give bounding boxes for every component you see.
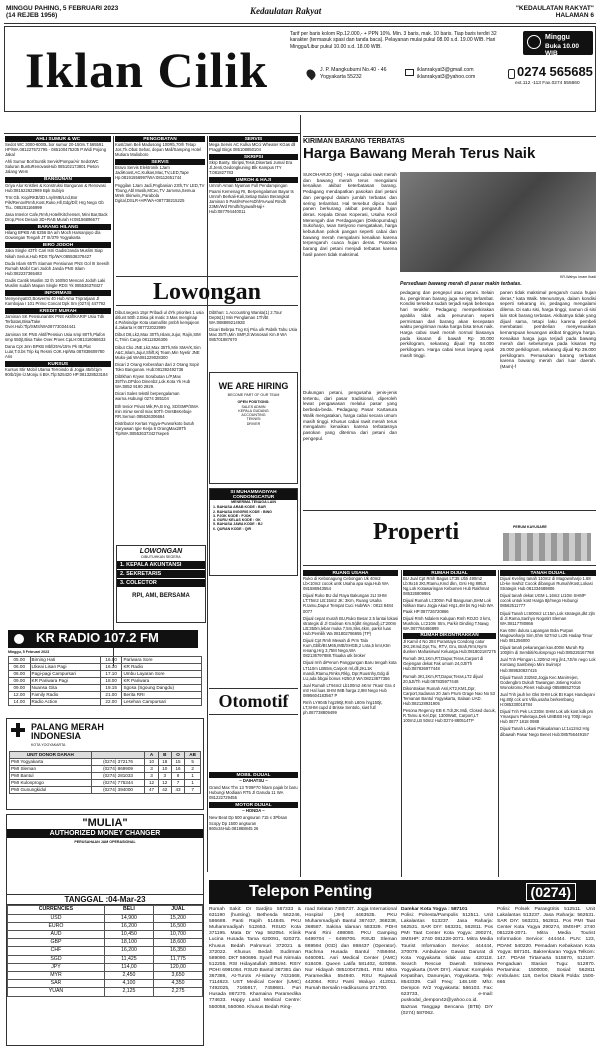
money-cell: SGD <box>8 955 105 963</box>
ad-item: Dijual Cpt Rmh Mewah di Prm Tala Kum,Gblb/Bt.M65,IMB/SHGB,2 Lnta,5 kmr,Ktm renang,Hrg 3,75M Nego,WA 082136797888.Tituaka utk broker <box>303 638 391 659</box>
radio-date: Minggu, 5 Februari 2023 <box>8 650 50 654</box>
pmi-cell: (0274) 372176 <box>91 759 145 766</box>
ad-item: Rumah 3Kt,1Km,RT,Dapur,Teras,LT2 dijual 20,5Jt/Th Hub:087835977448 <box>403 673 483 684</box>
money-cell: USD <box>8 914 105 922</box>
radio-cell: 16.30 <box>100 664 122 671</box>
money-cell: CHF <box>8 947 105 955</box>
ad-item: Dijual tanah pekarangan kav.400m Murah Rp 100jt/m di Sembiti/Kulonprogo Hub:085226167768 <box>500 645 594 656</box>
telepon-col-a: Rumah Sakit: Dr Sardjito 587333 & 631190 (hunting). Bethesda 562246, 586688. Panti Rapih 514845. PKU Muhammadiyah 512653. RSUD Kota 371195. Mata Dr Yap 562054. Klinik Lucina Husada Tama 620091, 620373. Khusus Bedah Palmmuri 372021 & 372022. Khusus Bedah Sudirman 589090. DKT 560696. Syarif Puri Nirmala 512255. RSI Hidayatullah 389194. RSIY PDHI 6991084. RSUD Bantul 367381 dan 367386, At-Turots Al-Islamy 7431668, 7114823. UST Medical Center (UMC) 7492025, 7165917, 7459681. Puri Husada 867270. Khamaina Paramedika 774633. Happy Land Medical Centre: 550058, 550060. Khusus Bedah Ring- <box>209 907 301 1010</box>
pmi-row <box>10 780 201 787</box>
pmi-head-cell: A <box>145 752 158 759</box>
radio-icon <box>12 632 26 646</box>
pmi-cell: (0274) 394000 <box>91 787 145 794</box>
rpi-label: RPI, AMI, BERSAMA <box>132 593 190 600</box>
damkar-line: Damkar Kota Yogya : 587101 <box>401 907 468 912</box>
hiring-pos: TEKNISI <box>246 417 261 422</box>
ad-item: Sedot WC 3000-6000L bor sumur 20-150m.T.565591 HP/WA 081227572795 - 085100475205 P.Widi Pojong Jakal <box>5 142 107 158</box>
otomotif-header: Otomotif <box>209 688 298 715</box>
radio-cell: 06.00 <box>9 664 31 671</box>
money-row <box>8 963 203 971</box>
ad-item: Jual Rumah LT94m2 Lb100m2 4Kmr 7Kasr Gra 4 mtr Hal luas SHM IMB harga 2,9M Nego Hub 0895604183567 P <box>303 682 396 698</box>
ad-item: Duda Islam 65Th Siaman Pensiunan PNS Gol III Seesih Rumah Moibl Cari Jodoh Janda PNS Islam Hub:082237365483 <box>5 260 110 276</box>
banner-tarif: Tarif per baris kolom Rp.12.000,- + PPN 10%. Min. 3 baris, mak. 10 baris. Tiap baris terdiri 32 karakter (termasuk spasi dan tanda baca). Pelayanan mulai pukul 08.00 s.d. 19.00 WIB. Hari Minggu/Libur pukul 10.00 s.d. 18.00 WIB. <box>290 31 497 50</box>
telepon-col-b: road Selatan 7485737. Jogja International Hospital (JIH) 4463535. PKU Muhammadiyah Bantul 367437, 368238, 368587. Sakina Idaman 583329. PDHI Panti Rini 498080. PKU Gamping 6499704 - 6499706. RSUD Sleman 869594 (IGD) dan 868437 (Operator). Rachma Husada Bantul 7459464, 6460091. Asri Medical Center (AMC) 618409. Queen Latifa 581402, 620556. Nur Hidayah 085100472941. RSU Mitra Paramedika 554940. RSU Rajawali 442064. RSU Panti Waluyo 412011. Rumah Bersalin Hadikusumo 371700. <box>305 907 397 992</box>
ad-item: Bth tenior Privat Mik,PA,B Ing, SD/SMP/SMA min minw sentil max 50Th OnrsBsKebuje RR.Semun 085626306664 <box>115 403 199 419</box>
article-body-c: pedagang dan pengepul atau petani. Selain itu, pengiriman barang juga sering terlambat. Kondisi tersebut sudah terjadi sejak beberapa hari terakhir. Pedagang memperkirakan apabila tidak ada penurunan seperti permintaan dari barang akan kecepatan waktu pengiriman maka harga bisa terus naik. Harga cabai rawit merah normal biasanya pada kisaran di bawah Rp 30.000 perkilogram, sekarang dijual Rp 54.000 perkilogram. Harga cabai terus lanjang ayak masih tinggi. <box>400 290 494 358</box>
ad-item: BU Jual Cpt Rmh Bagus LT:35 Ubti 490m2 Lb:9x16 2Kt,Rtamu,Kmd dkn, Grsi Hrg 895Jt Ng,Lok Kotawaringan Kebumen Hub Rakhmat 085326809991 <box>403 576 489 597</box>
ad-item: Dibtkhan Krywn Sorabutan L/P,Max 35Thn.DPdoo Dinenb2,Lok.Kota Yk Hub WA:0852 9190 2929. <box>115 374 191 390</box>
column-4 <box>303 570 398 717</box>
pmi-cell: PMI Sleman <box>10 766 92 773</box>
pmi-cell: 47 <box>145 787 158 794</box>
location-icon <box>305 68 318 81</box>
ad-item: Dibut D8,Lk2,Max 30Th,Islam,Jujur, Rajin,SIM C,Trnin Cargo 08112826306 <box>115 332 201 343</box>
lowbox-sub: DIBUTUHKAN SEGERA <box>141 555 181 559</box>
radio-cell: Birning Hati <box>30 657 100 664</box>
radio-cell: Umbu Layaran Sore <box>122 671 202 678</box>
article <box>303 136 596 162</box>
radio-row <box>9 671 202 678</box>
ad-item: Ruko di Kebonagung Cebongan Uk 40m2 Lb<10m2 cocok untk Usaha apa saja.Hub WA 081586943554 <box>303 576 389 592</box>
ad-item: Dijual Tnh Pek Ls:230m SHM Lok utk kost kdk pm Ymaspum Paketaya,Dek UMBSB Hrg 700jt nego Hub 0877 1818 0988 <box>500 709 594 725</box>
money-cell: 16,200 <box>104 922 153 930</box>
section-barang-hilang: BARANG HILANG <box>5 224 111 230</box>
radio-cell: 19.15 <box>100 685 122 692</box>
pmi-cell: 10 <box>145 759 158 766</box>
column-3-otomotif <box>209 772 298 833</box>
ad-item: Jaka Single 43Th Cari Istri Gadis/Janda Muslim Siap Nikah Serius.Hub RDS Tlp/WA:085536378427 <box>5 248 103 259</box>
pmi-cell: (0274) 775344 <box>91 780 145 787</box>
hiring-sub: BECOME PART OF OUR TEAM <box>227 393 280 397</box>
ad-item: Dibthan: 1.Accounting Wanita(1) 2.Tour Depts(1) Min Penglaman 1Th/bt WA:08886921492E <box>209 310 282 326</box>
ad-item: Jaminan SK PensiunanSK PNS Aktif/KARIP Usia Tdk Terbatas,Bisa/Take Over.Hub:Tlp/SMS/WA087730344441 <box>5 314 105 330</box>
section-motor: MOTOR DIJUAL <box>209 802 298 808</box>
pmi-row <box>10 759 201 766</box>
pmi-cell: PMI Kulonprogo <box>10 780 92 787</box>
money-cell: 11,775 <box>153 955 202 963</box>
lowongan-header <box>116 276 298 306</box>
column-6 <box>500 570 596 739</box>
telepon-col-d <box>497 907 595 986</box>
radio-cell: 09.00 <box>9 685 31 692</box>
house-icon <box>503 533 591 561</box>
money-row <box>8 947 203 955</box>
banner-address: J. P. Mangkubumi No.40 - 46 Yogyakarta 55232 <box>320 67 387 80</box>
money-row <box>8 980 203 988</box>
pmi-title: PALANG MERAH INDONESIA <box>31 722 104 741</box>
ad-item: Ahli Sumur Bor/Suntik Servis/Pompa/Air SedotWC Saluran BuntuRenovasiHub 085102173801 Pieton Jalang Wem <box>5 159 99 175</box>
section-informasi: INFORMASI <box>5 290 111 296</box>
money-row <box>8 922 203 930</box>
ad-item: Dijual Kveling tanah 110m2 di Magowoharjo 1.68 Lb-ke mwhi2 Cocok dibangun Rumah/Kost,Lokasi Strategis Hub.081334689806 <box>500 576 593 592</box>
ad-item: Grand Max Thn 13 Tr09F70 hitam pajak br baru Hubungi Modiaan RT5 Jl Garuda 11 WA 081222729455 <box>209 785 298 801</box>
ad-item: Skrp Banty. Skripsi,Tesis,Disertasi Jumal Era Jl.Jenti,Gedongkuning Blk Kampus ITY T.081827783 <box>209 160 293 176</box>
position-item: 3. PJOK KODE : PJOK <box>213 513 252 518</box>
hiring-positions: OPEN POSITIONS: <box>237 400 270 405</box>
ad-item: Dicari Bebrpa Tng Krj Pria u/k Pabrik Tahu Usia Max 35Th,Min SMP,Jl.Wonosari Km.9 WA 085701887670 <box>209 327 298 343</box>
ad-item: Dicari 2 Orang Keberahan dari 2 Orang Sopir Toko Bangunan. Hub:081392492736 <box>115 361 200 372</box>
column-2-lowongan <box>115 310 205 438</box>
radio-cell: Nuansa Gita <box>30 685 100 692</box>
money-cell: YUAN <box>8 988 105 996</box>
money-cell: 3,650 <box>153 971 202 979</box>
pmi-cell: 12 <box>158 780 171 787</box>
position-item: 2. BAHASA INGGRIS KODE : BING <box>213 509 272 514</box>
money-row <box>8 988 203 996</box>
ad-item: Dijual Ruko BU dul Raya Bakungan 2Lt SHM LT:75m2 LB:15m2 JK: 3Km, Ruang Usaha R.tamu,Dapur Tempat Cuci Hub/WA : 0813 8484 0077 <box>303 593 394 614</box>
article-photo <box>400 172 596 272</box>
section-tanah-dijual: TANAH DIJUAL <box>500 570 596 576</box>
ad-item: Jl Kamil 4 No 284 Purantaya Condong catur 3Kt,2Kmd,Dpr,Tru, RTV, Gru, Brah,Rmt,Nyrm dunken Mahasiswa/ Keluarga.Hub:081802187275 <box>403 638 496 655</box>
ad-item: Umroh Aman Nyaman Full Pendampingan Paami Kemenag RI, Berpengalaman Bayar ts Umroh Berkali-Kali,Setiap Bulan Berangkat Jaminan 5 Pasti%Fee%Dhh%Awal Rmdh 23Mn/Wd Rmdh/Syawal/Haji+ Hub:087794440011 <box>209 183 294 214</box>
radio-cell: Pagi-pagi Campursari <box>30 671 100 678</box>
section-kredit: KREDIT MURAH <box>5 308 111 314</box>
smp-muhammadiyah-ad <box>209 488 298 576</box>
buka-label: Buka 10.00 WIB <box>545 43 579 57</box>
column-1 <box>5 136 111 379</box>
pmi-cell: 8 <box>171 773 184 780</box>
radio-cell: 21.00 <box>100 692 122 699</box>
section-bangunan: BANGUNAN <box>5 177 111 183</box>
column-3-lowongan <box>209 310 298 345</box>
pmi-cell: 2 <box>185 766 201 773</box>
ad-item: Rumah 3Kt,1Km,RT,Dapur,Teras,Carport di Gejengan dekat Fak umum 24,0Jt/Th Hub:087836977448 <box>403 656 484 672</box>
pmi-cell: 18 <box>158 759 171 766</box>
header-date: MINGGU PAHING, 5 FEBRUARI 2023 (14 REJEB 1956) <box>6 5 119 19</box>
ad-item: Distributor Kertas Yogya-Purworkoto butuh Karyawan Igie Kerja 8 OrangMax28Th Tlp/WA:085536373427sepeti <box>115 420 195 436</box>
column-5 <box>403 570 496 725</box>
money-cell: 114,00 <box>104 963 153 971</box>
ad-item: Jaminan SK PNS Aktif/Pensiun Usia smp 80Th,Plafon smp 550jt,Bisa Take Over.Proes CpLH:081318068633 <box>5 331 106 342</box>
pmi-head-cell: UNIT DONOR DARAH <box>10 752 92 759</box>
banner <box>4 26 596 112</box>
radio-cell: 09.00 <box>9 678 31 685</box>
ad-item: Dikontrakan Rumah Asri,KT2,KM1,Dpr, Carport,Sadanan 20 Jam Prum Grage Nao No 53 Temanan Bantul Yogyakarta, Salaan UAD. Hub:082128931905 <box>403 685 495 706</box>
radio-cell: KR Pariwara <box>122 678 202 685</box>
ad-item: Dibut Cko JNE,Lk2,Max 35Th,Min SMA/K,Sim A&C,Islam,Jujur,Shift,Kj Team,Min Nyetir JNE Muko-jati WA081229028300 <box>115 344 201 360</box>
ad-item: Pesona Regency EB K.Tdr,2K.Mdi, Closed ducuk, R.Tamu & Kel,Dpr, 1300Watt, Carport,LT 100m2,LB 50m2 Hub:0274-880514TP <box>403 708 496 724</box>
section-ahli-sumur: AHLI SUMUR & WC <box>5 136 111 142</box>
radio-row <box>9 657 202 664</box>
ad-item: Dibut.segera 15pr Pribadi ul dYk priorites 1 usia ditlunt 50th 2.Bisa pk matic 3.Mas menginap 4.Pahsindge Kota utama/litn pmbh kemjajeon d.Jakarta H:087722022999 <box>115 310 204 331</box>
section-pengobatan: PENGOBATAN <box>115 136 205 142</box>
radio-cell: Ltkeai Lisan Pagi <box>30 664 100 671</box>
section-kursus: KURSUS <box>5 361 111 367</box>
mulia-sub: AUTHORIZED MONEY CHANGER <box>7 829 203 838</box>
pmi-cell: 43 <box>171 787 184 794</box>
lowbox-item: 1. KEPALA AKUNTANSI <box>117 561 205 569</box>
red-cross-icon <box>11 723 25 737</box>
pmi-cell: 15 <box>171 759 184 766</box>
money-cell: GBP <box>8 939 105 947</box>
ad-item: Dijual Rumah Lt:300m Full Bangunan,SHM Lok Nitikan Baru Jogja Akad Hrg1,4M bs Ng Hub WA Paak HP:087726720866 <box>403 598 494 614</box>
pmi-head-cell: O <box>171 752 184 759</box>
pmi-cell: (0274) 281033 <box>91 773 145 780</box>
pmi-cell: 7 <box>185 787 201 794</box>
mulia-title: "MULIA" <box>82 817 128 829</box>
section-mobil: MOBIL DIJUAL <box>209 772 298 778</box>
money-cell: 16,200 <box>104 947 153 955</box>
hiring-pos: KEPALA GUDANG <box>238 408 269 413</box>
mulia-hours: PERUSAHAAN JAM OPERASIONAL <box>74 840 136 844</box>
banner-emails[interactable]: iklanrakyat3@gmail.com iklanrakyat3@yahoo.com <box>417 67 476 80</box>
money-cell: AUD <box>8 930 105 938</box>
money-row <box>8 971 203 979</box>
money-head-cell: BELI <box>104 906 153 914</box>
position-item: 6. QURAN KODE : QIR <box>213 526 252 531</box>
radio-cell: 14.00 <box>9 699 31 706</box>
lowbox-item: 2. SEKRETARIS <box>117 570 205 578</box>
hiring-ad <box>209 372 298 484</box>
money-cell: 14,900 <box>104 914 153 922</box>
pmi-cell: 16 <box>171 766 184 773</box>
pmi-head-row <box>10 752 201 759</box>
money-head-row <box>8 906 203 914</box>
hiring-pos: ACCOUNTING <box>241 413 266 418</box>
ad-item: Dijual cepat murah BU,Ruko Besar 2.5 lantai lokasi strategis di Jl Godean Km.5(dkt ringroad),LT:200m LB:350m,lebar muka 7,5m,Sks,4km, parkir luas Hub:Pemilik Wa 081802786655 (TP) <box>303 615 398 636</box>
ad-item: Kav 60m dulura Lapangan Bola Purpan Magowoharjo Sim,Shm 527m2 Lc25 Hadap Timur Hub 081256000 <box>500 627 593 644</box>
hiring-pos: SALES ADMIN <box>241 404 266 409</box>
telepon-title: Telepon Penting <box>249 883 373 900</box>
telepon-header <box>209 880 596 904</box>
money-cell: EURO <box>8 922 105 930</box>
position-item: 4. GURU KELAS KODE : GK <box>213 518 261 523</box>
section-servis-2: SERVIS <box>209 136 298 142</box>
smp-sub: MENERIMA TENAGA LAIN <box>231 500 276 504</box>
position-item: 1. BAHASA ARAB KODE : BAR <box>213 505 266 510</box>
article-body-a: SUKOHARJO (KR) - Harga cabai rawit merah dan bawang merah terus mengalami kenaikan akibat keterbatasan barang. Pedagang mendapatkan pasokan dari petani dan pengepul dalam jumlah terbatas dan sering terlambat. Hal tersebut dipicu hasil panen berkurang akibat pengaruh hujan deras. Kepala Dinas Koperasi, Usaha Kecil Menengah dan Perdagangan (Diskopumdag) Sukoharjo, Iwan Setiyono mengatakan, harga kebutuhan pokok pangan seperti cabai dan bawang merah mengalami kenaikan karena terpengaruh cuaca hujan deras. Pasokan barang dari petani menjadi terbatas karena hasil panen tidak maksimal. <box>303 172 397 257</box>
money-row <box>8 930 203 938</box>
money-row <box>8 914 203 922</box>
perum-label: PERUM KAYUSARE <box>513 525 547 529</box>
radio-cell: KR Radio <box>122 664 202 671</box>
radio-cell: Sgosa (Sgoung Dangdu) <box>122 685 202 692</box>
properti-title: Properti <box>373 519 460 545</box>
pmi-ad <box>6 718 204 810</box>
lowongan-title: Lowongan <box>152 279 262 305</box>
money-row <box>8 939 203 947</box>
section-skripsi: SKRIPSI <box>209 154 298 160</box>
money-cell: 10,700 <box>153 930 202 938</box>
telepon-body <box>209 907 596 1047</box>
ad-item: Jual Tnh Pkrngan L.320m2 Hrg jln1,7Jt/m nego Lok Kontang Sambirejo Mini Swimrpr Hub:089530837415 <box>500 657 596 673</box>
ad-item: Dijual rmh diPerum Panggungan Baru tengah kota LT110m LB55m,Carport rnl,dll,2KL1K mandi,Rtamu,Rmkn,Rklg, Dpr,Ruusnhy,Gdg di LU,ada bbgai bonus H250,0 WA:08213877356 <box>303 660 397 681</box>
money-cell: 2,275 <box>153 988 202 996</box>
pmi-head-cell: B <box>158 752 171 759</box>
ad-item: Rmh LY9045 hrg290jt,Rmh L80m hrg150jt, LT,SHM cupd d Brisse Sentolo, siwt full ph.087738809499 <box>303 700 383 716</box>
hiring-title: WE ARE HIRING <box>218 381 289 391</box>
radio-cell: 12.00 <box>9 692 31 699</box>
pmi-cell: 42 <box>158 787 171 794</box>
ad-item: ~ HONDA ~ <box>242 808 265 814</box>
hiring-pos: DRIVER <box>246 421 261 426</box>
ad-item: Mega Servis AC Kulka MCci Wheater KGas dll Praggl Birgs 085108850104 <box>209 142 296 153</box>
radio-row <box>9 699 202 706</box>
pmi-head-cell: AB <box>185 752 201 759</box>
mulia-ad <box>6 814 204 1046</box>
money-cell: 16,350 <box>153 947 202 955</box>
mulia-date: TANGGAL :04-Mar-23 <box>7 894 203 905</box>
money-cell: 18,100 <box>104 939 153 947</box>
section-ruang-usaha: RUANG USAHA <box>303 570 398 576</box>
radio-title: KR RADIO 107.2 FM <box>8 630 198 648</box>
pmi-cell: 1 <box>185 780 201 787</box>
radio-row <box>9 678 202 685</box>
ad-item: Trm:Gb. Kop/RKB/3D Lny/IMB/Lnd,Bor Pils/Renov/Rmh,Kost,Ruko,Hll,Gdg/Dll; Hrg Nego Gb Tlu.. 085281166999 <box>5 194 104 210</box>
banner-ext: ext.112 -113 Fax.0274 555660 <box>515 81 580 86</box>
lowongan-box <box>116 545 206 623</box>
pmi-sub: KOTA YOGYAKARTA <box>31 743 66 747</box>
telepon-c: Polisi: Polsek Parangtritis 512511. Unit Lakalantas 513237. Jasa Raharja: 562531. SAR DIY: 563231, 562811. Pos PMI Taat Center Kota Yogya 290274, SMSHP: 2740 081228-2071. Mitra Media Tourist Information Service: 444444. PLN: 123, PDAM: 540220. Pemadam Kebakaran Kota Yogya: 587101. Bakrenkaran Yogya Telkom: 147. PDAM Tirtamarta 515870, 512187. Pengaduan Stasiun Tugu: 512870. Pertamina: 1500000, Sosial: 562811 Ambulans: 118, Gerlos Ditarik Polda: 1500-666 <box>497 907 595 986</box>
money-cell: SAR <box>8 980 105 988</box>
header-paper: "KEDAULATAN RAKYAT" HALAMAN 6 <box>515 5 594 19</box>
money-cell: 120,00 <box>153 963 202 971</box>
pmi-cell: 3 <box>145 773 158 780</box>
telepon-col-c <box>401 907 493 1017</box>
ad-item: MenyeinyaEO,Bosvermi 40 Hub Ama Tripratjaan Jl Kambojaa I 101 Primo Concat Dpk Sm (0274) 447792 <box>5 296 106 307</box>
radio-cell: Family Radio <box>30 692 100 699</box>
pmi-cell: PMI Yogyakarta <box>10 759 92 766</box>
radio-cell: 22.00 <box>100 699 122 706</box>
pmi-cell: 7 <box>171 780 184 787</box>
phone-icon <box>508 69 515 79</box>
section-umroh: UMROH & HAJI <box>209 177 298 183</box>
minggu-badge <box>523 31 593 55</box>
banner-phone: 0274 565685 <box>517 64 593 79</box>
pmi-cell: 3 <box>158 773 171 780</box>
ad-item: Kursus Stir Mobil Utama Terroindo di Jogja 45rb/1jm 90rb/2jm-lJ.Monju Ii BtA.Tlp:525420 HP:081328523184 <box>5 367 108 378</box>
pmi-row <box>10 773 201 780</box>
money-cell: 4,100 <box>104 980 153 988</box>
money-cell: 18,600 <box>153 939 202 947</box>
radio-schedule <box>8 656 202 706</box>
radio-cell: Pariwara Sore <box>122 657 202 664</box>
photo-credit: KR-Wahyu Imam Ibadi <box>559 275 596 279</box>
money-cell: 11,425 <box>104 955 153 963</box>
section-biro-jodoh: BIRO JODOH <box>5 242 111 248</box>
radio-cell: 17.10 <box>100 671 122 678</box>
money-cell: 4,350 <box>153 980 202 988</box>
photo-caption: Persediaan bawang merah di pasar makin terbatas. <box>400 281 522 287</box>
radio-cell: 18.00 <box>100 678 122 685</box>
ad-item: Dijual Tanah Lokasi Pakualaman Lt:1x12m2 Hrg dibawah Pasar Nego Benet Hub:085756449157 <box>500 726 590 737</box>
ad-item: Dicari Sales tekstil berpengalaman warna.Hubungi 0274 385104 <box>115 391 180 402</box>
section-rumah-dijual: RUMAH DIJUAL <box>403 570 496 576</box>
pmi-cell: PMI Gunungkidul <box>10 787 92 794</box>
money-head-cell: JUAL <box>153 906 202 914</box>
radio-cell: KR Pariwara Pagi <box>30 678 100 685</box>
lowbox-item: 3. COLECTOR <box>117 579 205 587</box>
ad-item: Pnggilan 1Jam Jadi,Pngbanian 23th,TV LED,TV Tbung,Abl Musik,MCec,TV Jamvna,Semua Mrek Skinwin,,Parabola Dgital,DSLR+HP/WA+087738215225 <box>115 182 205 203</box>
section-rumah-kontrak: RUMAH DIKONTRAKKAN <box>403 633 496 639</box>
article-headline: Harga Bawang Merah Terus Naik <box>303 145 536 162</box>
money-head-cell: CURRENCIES <box>8 906 105 914</box>
ad-item: Gadis Cantik Muslim 32 th 160/50 Mencari Jodoh Laki Muslim sudah Mapan Single RDS Yk 085536378427 <box>5 277 106 288</box>
article-body-d: panen tidak maksimal pengaruh cuaca hujan deras," kata Walk. Menurutnya, dalam kondisi seperti sekarang ini, pedagang mengalami dilema. Di satu sisi, harga tinggi, namun di sisi lain stok barang terbatas. Akibatnya tidak yang dijual sama, tetapi laku karena pembeli membatasi pembelian menyesuaikan kemampuan keuangan akibat tingginya harga. Kenaikan harga juga terjadi pada bawang merah dari sebelumnya pada kisaran Rp 25.000 perkilogram, sekarang dijual Rp 39.000 perkilogram. Pemasukan barang terbatas karena bawang merah dari luar daerah. (Mam)-f <box>500 290 596 370</box>
ad-item: Dana Cpt Jmn BPKB Mbl/25%/15% Pk IB,Plat Luar,T.0.bs Trip kq Resmi OJK.Hp/Wa 087838609780 Aris <box>5 343 105 359</box>
ad-item: Bravo Servis Elektronik 1Jam JadiKoost,AC,Kulkas,Mac,TV,LED,Tape Hp.08191556997/WA:08112651744 <box>115 165 189 181</box>
money-cell: JPY <box>8 963 105 971</box>
pmi-row <box>10 787 201 794</box>
clock-icon <box>527 35 541 49</box>
telepon-polisi: Polisi: Polresta/Pampolis 512511. Unit Lakalantas 513237. Jasa Raharja: 562531. SAR DIY: 563231, 562811. Pos PMI Taat Center Kota Yogya: 290274, SMSHP: 2740 081228-2071. Mitra Media Tourist Information Service: 444444, 370079. Ambulance Gawat Darurat di Kota Yogyakarta tidak atau 420118. Search Rescue Daerah Istimewa Yogyakarta (SAR DIY). Alamat: Kompleks Kepatihan, Danurejan, Yogyakarta. Telp: 8543339. Call Freq: 148.160 Mhz. Dempon IV/2 Yogyakarta: 566103. Fax: 623733, e-mail: puskodal_dempon42@yahoo.co.id. Baznas Tanggap Bencana (BTB) DIY (0274) 587062. <box>401 913 493 1016</box>
properti-banner <box>303 510 596 566</box>
radio-cell: Berita RRI <box>122 692 202 699</box>
email-icon <box>405 69 414 76</box>
header-logo: Kedaulatan Rakyat <box>250 6 322 16</box>
position-item: 5. BAHASA JAWA KODE : BJ <box>213 522 263 527</box>
pmi-cell: PMI Bantul <box>10 773 92 780</box>
ad-item: Jual Tnh jauh ke Gks SHM Lok Bt Kaps Handayani Hg.80jt cck unt Villa,usaha berkembang H:085330018784 <box>500 691 595 708</box>
ad-item: Dijual Tanah Lt:600m2 Lt:15m,Lok strategis,dkt 2jln di Jl.Rama,Sanhyo Nogotirt Sleman WA:08117780866 <box>500 610 595 626</box>
section-servis: SERVIS <box>115 159 205 165</box>
pmi-cell: 12 <box>145 780 158 787</box>
column-3 <box>209 136 298 216</box>
ad-item: Griya Alur Kristles & Konstruksi Bangunan & Renovasi Hub:081522622969 Bpk Subiyo <box>5 182 106 193</box>
minggu-label: Minggu <box>545 34 570 41</box>
radio-cell: 16.00 <box>100 657 122 664</box>
ad-item: Dijual tanah dekat UGM L.16m2 Lt10m SHMP cocok untuk kost Harga 8jt/mego Hubungi 08562511777 <box>500 593 586 609</box>
ad-item: Jasa Interior Cafe,Rmh,Hotel/Kitchenset, Mini Bar,Back Drop,Pres Desain 3D+RAB Murah H:08156896677 <box>5 212 108 223</box>
pmi-cell: 3 <box>145 766 158 773</box>
article-body-b: Dukungan petani, pengusaha jenis-jenis tertentu, dari pasar tradisional, diperoleh lewat pengawasan melalui pasar yang berbeda-beda. Pedagang Pasar Kartasura Walik mengatakan, harga cabai secara umum masih tinggi. Khusus cabai rawit merah terus mengalami kenaikan karena terbatasnya pasokan yang diterima dari petani dan pengepul. <box>303 390 397 441</box>
pmi-cell: 1 <box>185 773 201 780</box>
radio-cell: Lesehan Campursari <box>122 699 202 706</box>
money-cell: MYR <box>8 971 105 979</box>
pmi-head-cell <box>91 752 145 759</box>
ad-item: Kust/Jam Beli Madusong 100Rb,70rh Tetap Jos,Tk.Obat Sehat, depan Mall/Samping Hotel Mutiara Malioboro <box>115 142 202 158</box>
ad-item: Dijual Tanah 332M2,Jogja Kec.Manirrejen, Godengbro Dukuh Tawangan Jotieng Kulon Wonokromo,Pleret Hubungi 085886527016 <box>500 674 581 690</box>
money-cell: 10,450 <box>104 930 153 938</box>
ad-item: Hilang BPKB AB 6256 BA a/n Moch Harsanjoyo d/a Gowongan Tengah JT III/379 Yogyakarta <box>5 230 101 241</box>
radio-cell: Radio Action <box>30 699 100 706</box>
smp-title: SI MUHAMMADIYAH CONDONGCATUR <box>210 489 297 500</box>
ad-item: Dijual Rmh Ndalem Kalupan Rmh ROJO 3 kmt, Mushola, Lt:210m Stm, Parkir Dinding T.Nawg WA:087784466899 <box>403 615 491 631</box>
radio-row <box>9 685 202 692</box>
money-cell: 2,450 <box>104 971 153 979</box>
radio-cell: 05.00 <box>9 657 31 664</box>
money-row <box>8 955 203 963</box>
radio-cell: 06.00 <box>9 671 31 678</box>
radio-row <box>9 692 202 699</box>
telepon-code: (0274) <box>526 883 576 901</box>
money-cell: 16,500 <box>153 922 202 930</box>
radio-row <box>9 664 202 671</box>
ad-item: New Beat Dp 500 angsuran 715 x 3Pbsan Scopy Dp 1500 angsuran 860x34Hub.081868845 26 <box>209 815 288 831</box>
lowbox-title: LOWONGAN <box>139 548 183 555</box>
column-2 <box>115 136 205 205</box>
pmi-cell: 10 <box>158 766 171 773</box>
money-cell: 15,200 <box>153 914 202 922</box>
banner-title: Iklan Cilik <box>25 42 269 98</box>
pmi-cell: 5 <box>185 759 201 766</box>
article-kicker: KIRIMAN BARANG TERBATAS <box>303 136 596 145</box>
money-cell: 2,125 <box>104 988 153 996</box>
pmi-cell: (0274) 869909 <box>91 766 145 773</box>
pmi-row <box>10 766 201 773</box>
ad-item: ~ DAIHATSU ~ <box>239 778 268 783</box>
